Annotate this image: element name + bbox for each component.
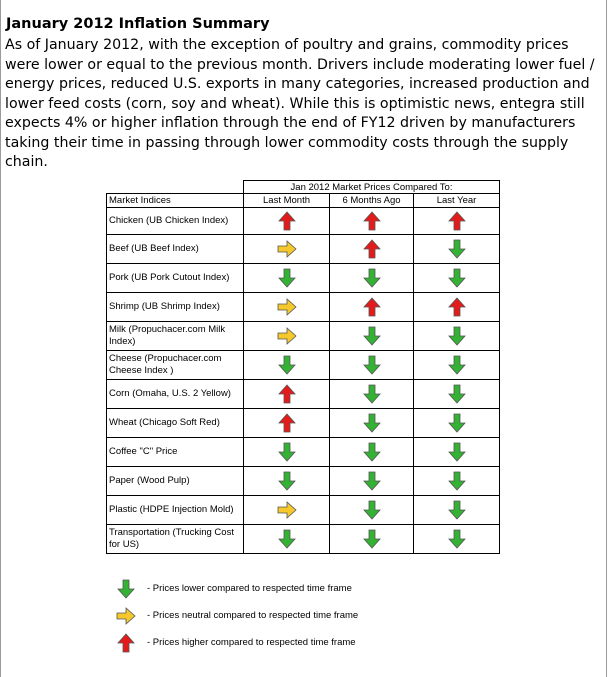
column-header-last-month: Last Month	[244, 194, 330, 208]
red-up-arrow-icon	[276, 384, 298, 404]
legend-icon	[115, 579, 137, 599]
cell-last-year	[414, 351, 500, 380]
row-label: Beef (UB Beef Index)	[107, 235, 244, 264]
table-row	[107, 351, 500, 380]
cell-last-year	[414, 322, 500, 351]
cell-last-month	[244, 380, 330, 409]
cell-last-month	[244, 467, 330, 496]
table-row	[107, 235, 500, 264]
cell-last-year	[414, 235, 500, 264]
cell-last-year	[414, 293, 500, 322]
row-label: Shrimp (UB Shrimp Index)	[107, 293, 244, 322]
table-row	[107, 264, 500, 293]
red-up-arrow-icon	[276, 413, 298, 433]
table-row	[107, 525, 500, 554]
green-down-arrow-icon	[361, 500, 383, 520]
red-up-arrow-icon	[115, 633, 137, 653]
cell-last-month	[244, 496, 330, 525]
table-row	[107, 409, 500, 438]
cell-last-month	[244, 438, 330, 467]
green-down-arrow-icon	[361, 326, 383, 346]
yellow-right-arrow-icon	[276, 326, 298, 346]
green-down-arrow-icon	[361, 355, 383, 375]
cell-6-months-ago	[330, 293, 414, 322]
table-row	[107, 467, 500, 496]
green-down-arrow-icon	[446, 239, 468, 259]
table-row	[107, 293, 500, 322]
cell-6-months-ago	[330, 351, 414, 380]
red-up-arrow-icon	[361, 211, 383, 231]
column-header-6-months-ago: 6 Months Ago	[330, 194, 414, 208]
green-down-arrow-icon	[361, 384, 383, 404]
red-up-arrow-icon	[446, 211, 468, 231]
table-row	[107, 322, 500, 351]
column-header-last-year: Last Year	[414, 194, 500, 208]
green-down-arrow-icon	[446, 384, 468, 404]
cell-6-months-ago	[330, 496, 414, 525]
red-up-arrow-icon	[446, 297, 468, 317]
summary-paragraph: As of January 2012, with the exception of poultry and grains, commodity prices were lower or equal to the previous month. Drivers include moderating lower fuel / energy prices, reduced U.S. exports in many categories, increased production and lower feed costs (corn, soy and wheat). While this is optimistic news, entegra still expects 4% or higher inflation through the end of FY12 driven by manufacturers taking their time in passing through lower commodity costs through the supply chain.	[5, 37, 595, 170]
green-down-arrow-icon	[446, 471, 468, 491]
table-row	[107, 208, 500, 235]
green-down-arrow-icon	[276, 442, 298, 462]
cell-last-month	[244, 351, 330, 380]
table-row	[107, 380, 500, 409]
row-label: Wheat (Chicago Soft Red)	[107, 409, 244, 438]
cell-last-year	[414, 264, 500, 293]
green-down-arrow-icon	[361, 529, 383, 549]
cell-6-months-ago	[330, 409, 414, 438]
row-label: Milk (Propuchacer.com Milk Index)	[107, 322, 244, 351]
cell-last-month	[244, 409, 330, 438]
cell-6-months-ago	[330, 525, 414, 554]
red-up-arrow-icon	[276, 211, 298, 231]
legend-text: - Prices neutral compared to respected time frame	[147, 610, 359, 621]
green-down-arrow-icon	[446, 442, 468, 462]
cell-last-year	[414, 438, 500, 467]
cell-6-months-ago	[330, 235, 414, 264]
row-label: Cheese (Propuchacer.com Cheese Index )	[107, 351, 244, 380]
cell-last-month	[244, 208, 330, 235]
green-down-arrow-icon	[446, 413, 468, 433]
green-down-arrow-icon	[446, 326, 468, 346]
table-row	[107, 438, 500, 467]
red-up-arrow-icon	[361, 239, 383, 259]
table-body	[107, 208, 500, 554]
page-title: January 2012 Inflation Summary	[6, 16, 270, 32]
green-down-arrow-icon	[276, 529, 298, 549]
column-header-market-indices: Market Indices	[107, 194, 244, 208]
row-label: Chicken (UB Chicken Index)	[107, 208, 244, 235]
table-row	[107, 496, 500, 525]
green-down-arrow-icon	[361, 413, 383, 433]
cell-last-month	[244, 293, 330, 322]
cell-6-months-ago	[330, 438, 414, 467]
row-label: Transportation (Trucking Cost for US)	[107, 525, 244, 554]
yellow-right-arrow-icon	[276, 500, 298, 520]
row-label: Plastic (HDPE Injection Mold)	[107, 496, 244, 525]
green-down-arrow-icon	[115, 579, 137, 599]
yellow-right-arrow-icon	[276, 239, 298, 259]
green-down-arrow-icon	[446, 500, 468, 520]
cell-last-year	[414, 409, 500, 438]
green-down-arrow-icon	[361, 268, 383, 288]
green-down-arrow-icon	[446, 355, 468, 375]
cell-6-months-ago	[330, 467, 414, 496]
cell-6-months-ago	[330, 322, 414, 351]
green-down-arrow-icon	[361, 471, 383, 491]
cell-last-month	[244, 235, 330, 264]
cell-last-year	[414, 208, 500, 235]
cell-last-month	[244, 525, 330, 554]
table-corner	[107, 181, 244, 194]
cell-last-year	[414, 525, 500, 554]
cell-last-month	[244, 264, 330, 293]
green-down-arrow-icon	[446, 529, 468, 549]
red-up-arrow-icon	[361, 297, 383, 317]
cell-6-months-ago	[330, 208, 414, 235]
cell-last-year	[414, 380, 500, 409]
cell-6-months-ago	[330, 264, 414, 293]
market-prices-table	[106, 180, 500, 554]
green-down-arrow-icon	[276, 355, 298, 375]
yellow-right-arrow-icon	[276, 297, 298, 317]
cell-last-month	[244, 322, 330, 351]
row-label: Corn (Omaha, U.S. 2 Yellow)	[107, 380, 244, 409]
row-label: Coffee "C" Price	[107, 438, 244, 467]
row-label: Pork (UB Pork Cutout Index)	[107, 264, 244, 293]
green-down-arrow-icon	[361, 442, 383, 462]
legend-text: - Prices lower compared to respected time frame	[147, 583, 352, 594]
yellow-right-arrow-icon	[115, 606, 137, 626]
green-down-arrow-icon	[276, 268, 298, 288]
legend-text: - Prices higher compared to respected time frame	[147, 637, 356, 648]
cell-last-year	[414, 496, 500, 525]
cell-last-year	[414, 467, 500, 496]
green-down-arrow-icon	[276, 471, 298, 491]
row-label: Paper (Wood Pulp)	[107, 467, 244, 496]
legend-icon	[115, 606, 137, 626]
group-header: Jan 2012 Market Prices Compared To:	[244, 181, 500, 194]
green-down-arrow-icon	[446, 268, 468, 288]
legend-icon	[115, 633, 137, 653]
cell-6-months-ago	[330, 380, 414, 409]
